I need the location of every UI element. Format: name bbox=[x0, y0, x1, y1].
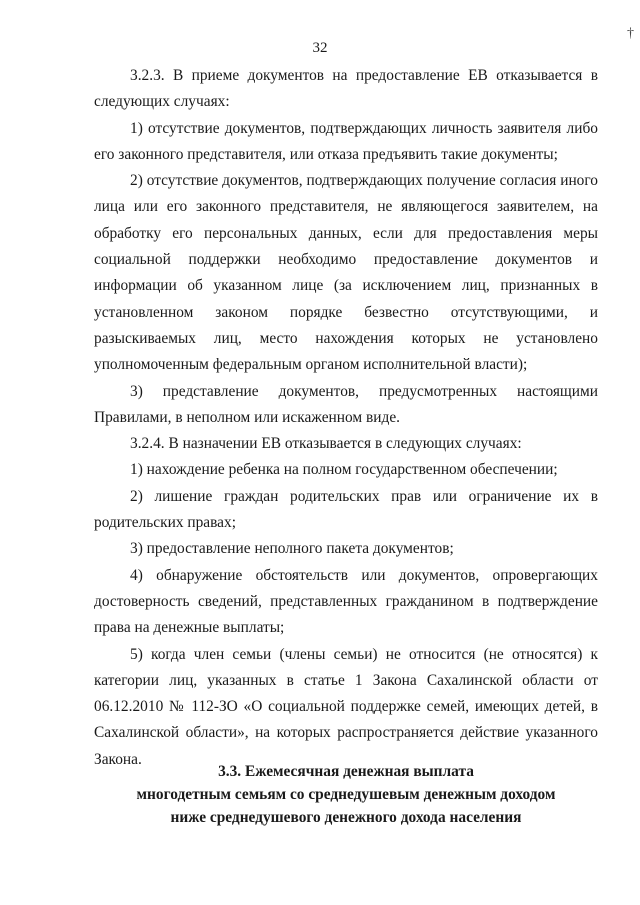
paragraph-3-2-4: 3.2.4. В назначении ЕВ отказывается в следующих случаях: bbox=[130, 435, 522, 453]
section-heading-line-3: ниже среднедушевого денежного дохода населения bbox=[170, 809, 522, 826]
section-heading-3-3 bbox=[94, 760, 598, 829]
corner-mark: † bbox=[627, 26, 634, 41]
paragraph-refusal-3: 3) предоставление неполного пакета документов; bbox=[130, 540, 454, 558]
page-number: 32 bbox=[312, 40, 328, 56]
section-heading-line-2: многодетным семьям со среднедушевым денежным доходом bbox=[136, 786, 556, 803]
body-text bbox=[94, 63, 598, 773]
paragraph-item-3: 3) представление документов, предусмотренных настоящими Правилами, в неполном или искаженном виде. bbox=[94, 382, 598, 426]
paragraph-refusal-1: 1) нахождение ребенка на полном государственном обеспечении; bbox=[130, 461, 558, 479]
paragraph-item-2: 2) отсутствие документов, подтверждающих получение согласия иного лица или его законного представителя, не являющегося заявителем, на обработку его персональных данных, если для предоставления меры социальной поддержки необходимо предоставление документов и информации об указанном лице (за исключением лиц, признанных в установленном законом порядке безвестно отсутствующими, и разыскиваемых лиц, место нахождения которых не установлено уполномоченным федеральным органом исполнительной власти); bbox=[94, 172, 598, 374]
paragraph-item-1: 1) отсутствие документов, подтверждающих личность заявителя либо его законного представителя, или отказа предъявить такие документы; bbox=[94, 119, 598, 163]
paragraph-refusal-5: 5) когда член семьи (члены семьи) не относится (не относятся) к категории лиц, указанных в статье 1 Закона Сахалинской области от 06.12.2010 № 112-ЗО «О социальной поддержке семей, имеющих детей, в Сахалинской области», на которых распространяется действие указанного Закона. bbox=[94, 645, 598, 768]
paragraph-refusal-2: 2) лишение граждан родительских прав или ограничение их в родительских правах; bbox=[94, 487, 598, 532]
paragraph-refusal-4: 4) обнаружение обстоятельств или документов, опровергающих достоверность сведений, представленных гражданином в подтверждение права на денежные выплаты; bbox=[94, 566, 598, 637]
section-heading-line-1: 3.3. Ежемесячная денежная выплата bbox=[218, 763, 474, 780]
paragraph-3-2-3: 3.2.3. В приеме документов на предоставление ЕВ отказывается в следующих случаях: bbox=[94, 67, 598, 111]
